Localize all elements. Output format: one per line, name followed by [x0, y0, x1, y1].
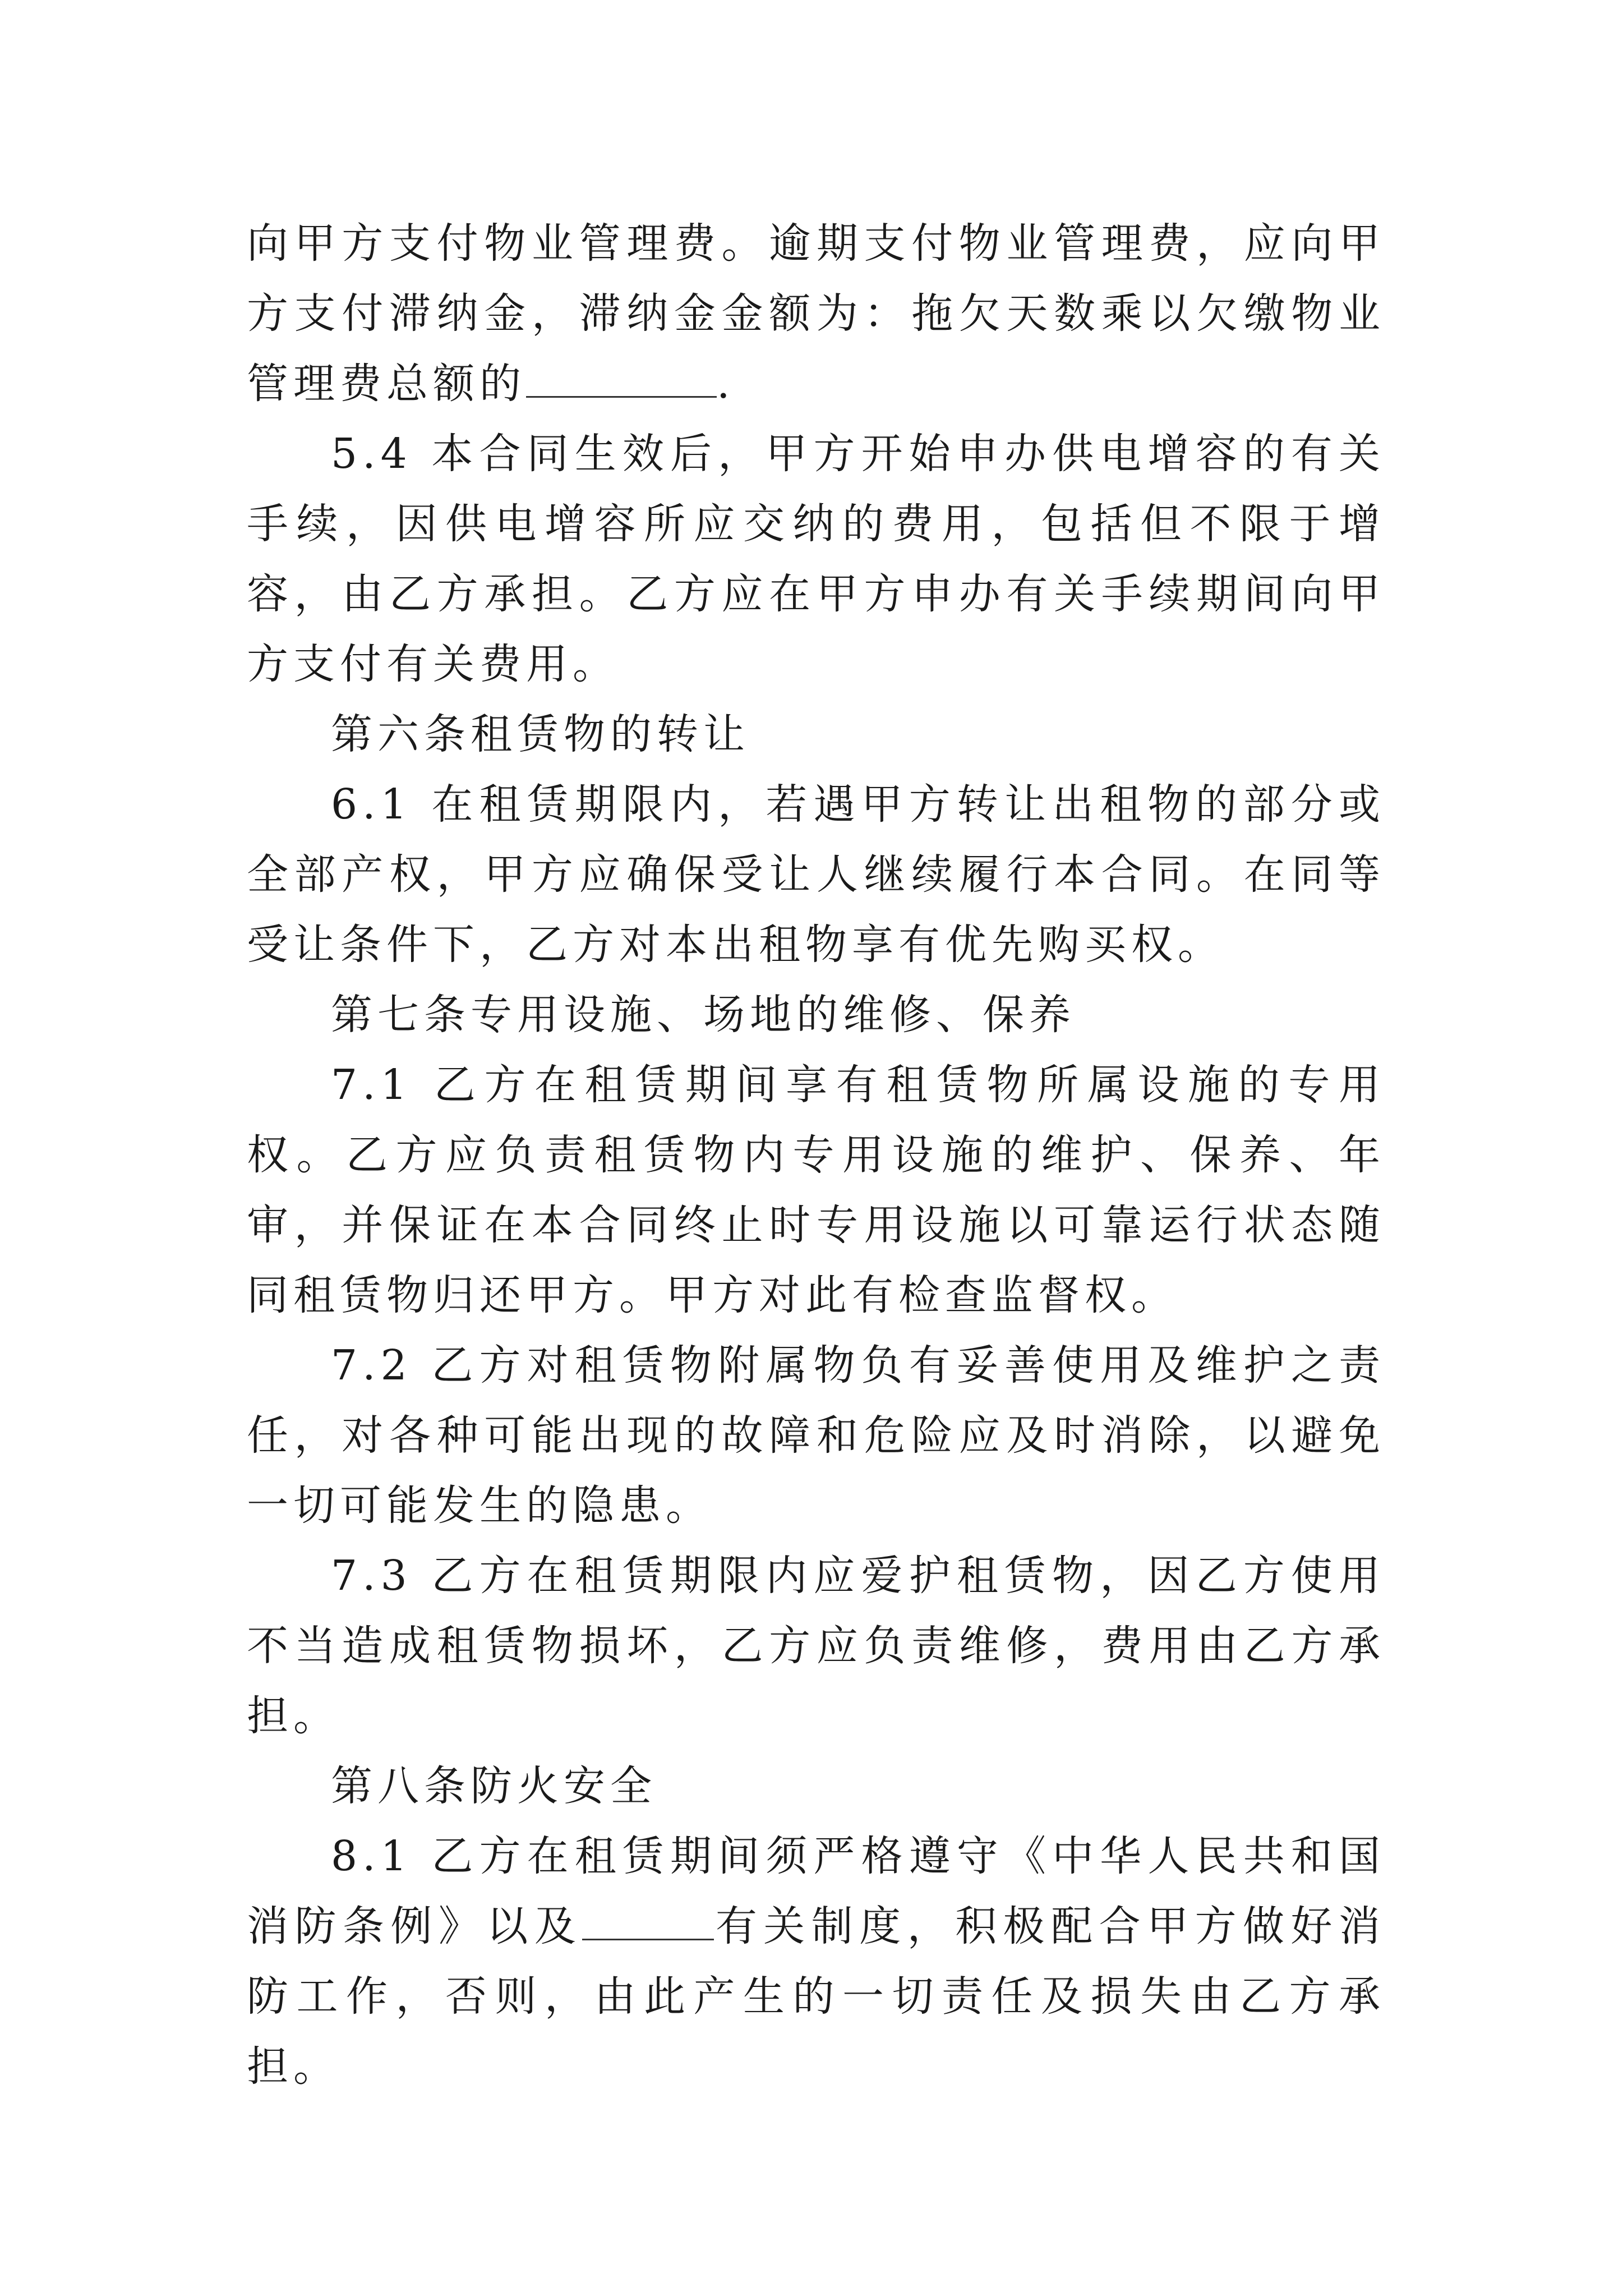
article-7-heading: 第七条专用设施、场地的维修、保养 — [331, 991, 1076, 1039]
fill-in-blank — [526, 357, 717, 398]
clause-7-2: 7.2 乙方对租赁物附属物负有妥善使用及维护之责任，对各种可能出现的故障和危险应及时消除，以避免一切可能发生的隐患。 — [247, 1341, 1385, 1530]
clause-6-1: 6.1 在租赁期限内，若遇甲方转让出租物的部分或全部产权，甲方应确保受让人继续履行本合同。在同等受让条件下，乙方对本出租物享有优先购买权。 — [247, 780, 1385, 969]
clause-5-3-continuation — [247, 209, 1385, 419]
article-6-heading: 第六条租赁物的转让 — [331, 710, 750, 758]
paragraph-text: 有关制度，积极配合甲方做好消防工作，否则，由此产生的一切责任及损失由乙方承担。 — [247, 1902, 1386, 2091]
article-8-heading: 第八条防火安全 — [331, 1762, 657, 1810]
paragraph-text: 向甲方支付物业管理费。逾期支付物业管理费，应向甲方支付滞纳金，滞纳金金额为：拖欠天数乘以欠缴物业管理费总额的 — [247, 219, 1385, 408]
document-body — [247, 209, 1385, 2102]
paragraph-text: . — [717, 360, 735, 408]
clause-7-3: 7.3 乙方在租赁期限内应爱护租赁物，因乙方使用不当造成租赁物损坏，乙方应负责维修，费用由乙方承担。 — [247, 1552, 1385, 1740]
clause-8-1 — [247, 1821, 1385, 2102]
paragraph-text: 8.1 乙方在租赁期间须严格遵守《中华人民共和国消防条例》以及 — [247, 1832, 1385, 1950]
clause-7-1: 7.1 乙方在租赁期间享有租赁物所属设施的专用权。乙方应负责租赁物内专用设施的维护、保养、年审，并保证在本合同终止时专用设施以可靠运行状态随同租赁物归还甲方。甲方对此有检查监督权。 — [247, 1061, 1385, 1319]
clause-5-4: 5.4 本合同生效后，甲方开始申办供电增容的有关手续，因供电增容所应交纳的费用，包括但不限于增容，由乙方承担。乙方应在甲方申办有关手续期间向甲方支付有关费用。 — [247, 430, 1385, 688]
fill-in-blank — [582, 1899, 714, 1940]
